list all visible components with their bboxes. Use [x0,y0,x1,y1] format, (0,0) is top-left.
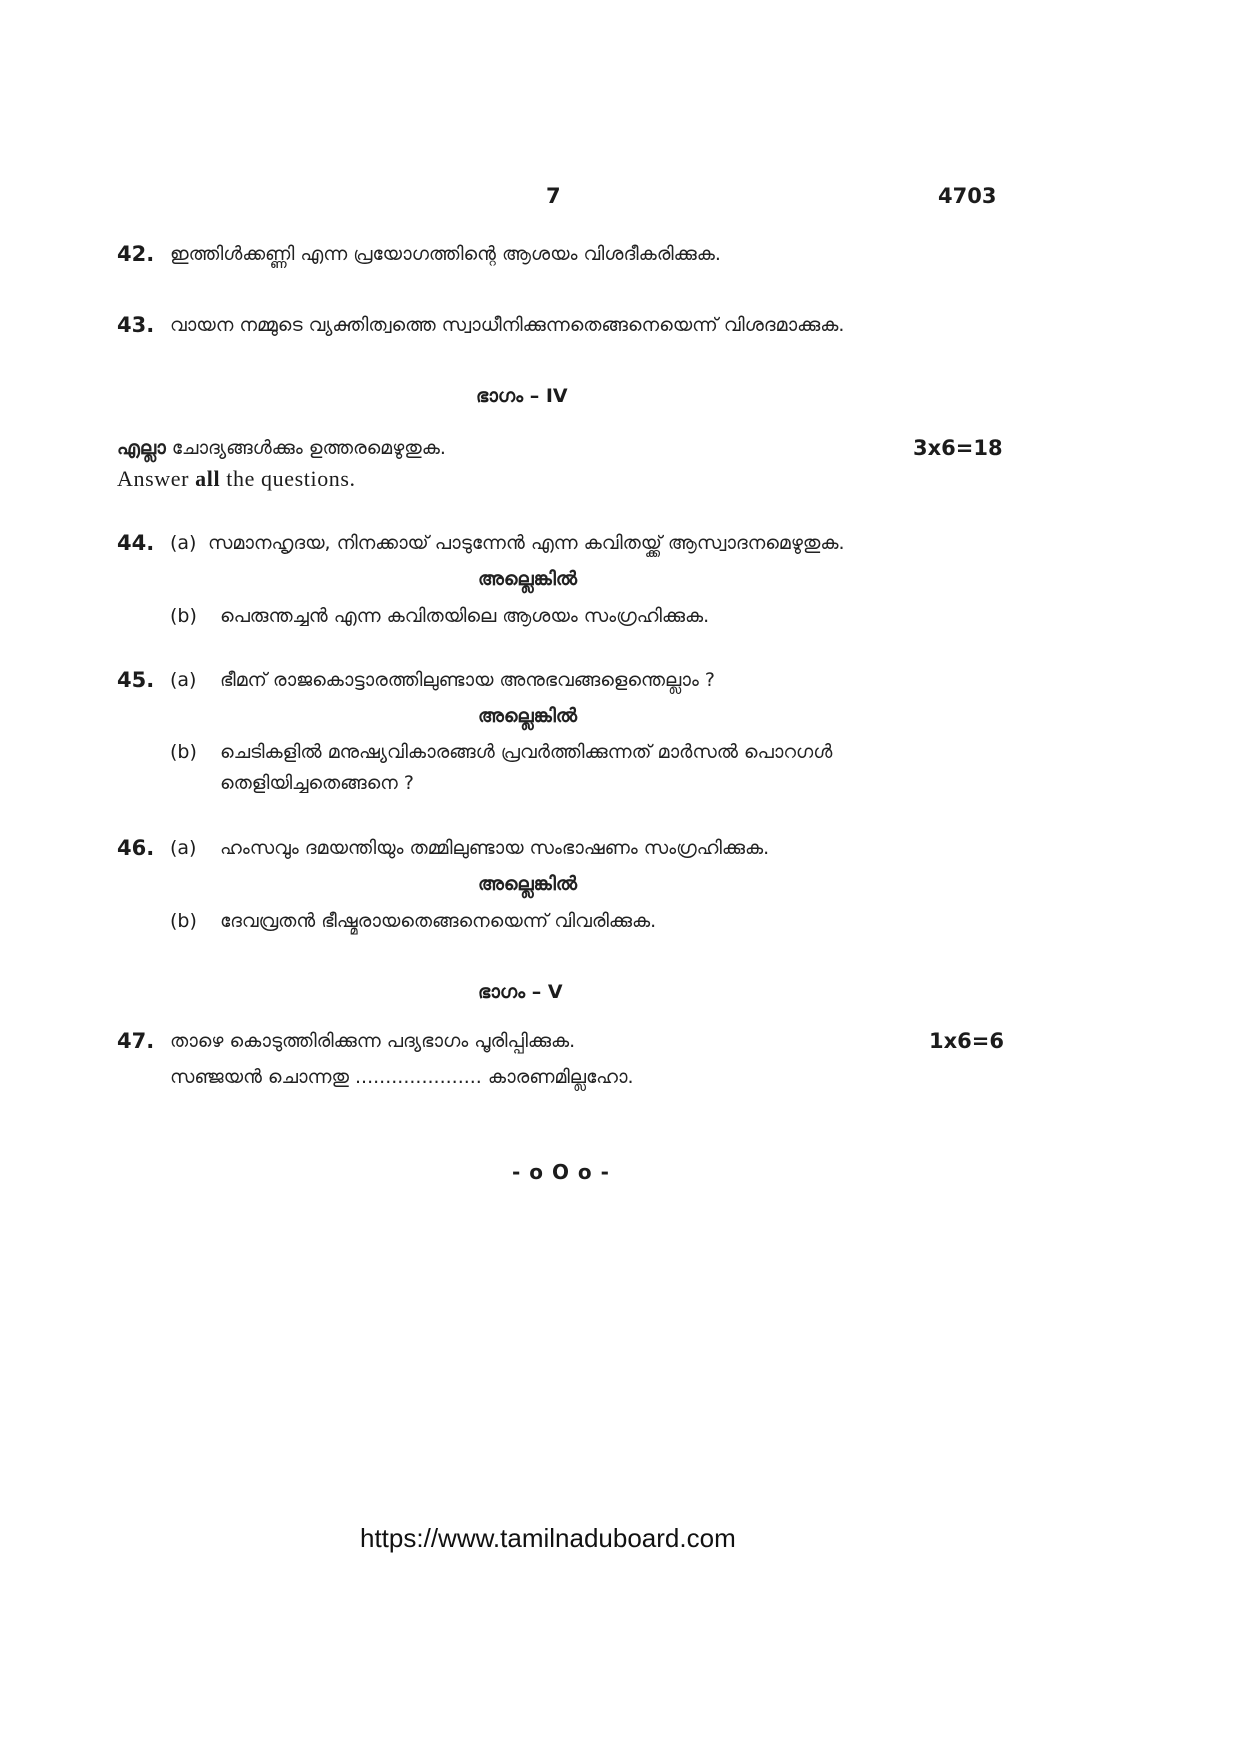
instruction-en-post: the questions. [220,466,356,491]
question-text-43: വായന നമ്മുടെ വ്യക്തിത്വത്തെ സ്വാധീനിക്കുന്നതെങ്ങനെയെന്ന് വിശദമാക്കുക. [170,314,845,336]
page-number: 7 [546,184,561,208]
section-iv-instruction-en [117,466,356,492]
q44-b-label: (b) [170,605,197,627]
q45-b-label: (b) [170,741,197,763]
question-text-47: താഴെ കൊടുത്തിരിക്കുന്ന പദ്യഭാഗം പൂരിപ്പിക്കുക. [170,1030,576,1052]
instruction-en-pre: Answer [117,466,196,491]
q46-b-label: (b) [170,910,197,932]
question-number-42: 42. [117,242,155,266]
question-number-43: 43. [117,313,155,337]
question-number-45: 45. [117,668,155,692]
q45-b-text-line1: ചെടികളിൽ മനുഷ്യവികാരങ്ങൾ പ്രവർത്തിക്കുന്നത് മാർസൽ പൊറഗൾ [220,741,833,763]
q45-b-text-line2: തെളിയിച്ചതെങ്ങനെ ? [220,772,414,794]
instruction-ml-rest: ചോദ്യങ്ങൾക്കും ഉത്തരമെഴുതുക. [165,437,446,459]
instruction-ml-emphasis: എല്ലാ [117,437,166,459]
section-v-heading: ഭാഗം – V [478,981,563,1003]
section-iv-marks: 3x6=18 [913,436,1003,460]
section-iv-instruction-ml [117,437,446,459]
section-v-marks: 1x6=6 [929,1029,1004,1053]
q45-a-text: ഭീമന് രാജകൊട്ടാരത്തിലുണ്ടായ അനുഭവങ്ങളെന്തെല്ലാം ? [220,669,715,691]
question-text-42: ഇത്തിൾക്കണ്ണി എന്ന പ്രയോഗത്തിന്റെ ആശയം വിശദീകരിക്കുക. [170,243,721,265]
q44-b-text: പെരുന്തച്ചൻ എന്ന കവിതയിലെ ആശയം സംഗ്രഹിക്കുക. [220,605,710,627]
instruction-en-bold: all [195,466,221,491]
q46-a-text: ഹംസവും ദമയന്തിയും തമ്മിലുണ്ടായ സംഭാഷണം സംഗ്രഹിക്കുക. [220,837,770,859]
q45-or: അല്ലെങ്കിൽ [478,705,578,727]
q46-or: അല്ലെങ്കിൽ [478,873,578,895]
question-number-46: 46. [117,836,155,860]
end-of-paper-mark: - o O o - [512,1160,610,1184]
q44-a-label: (a) [170,532,197,554]
q44-a-text: സമാനഹൃദയ, നിനക്കായ് പാടുന്നേൻ എന്ന കവിതയ്ക്ക് ആസ്വാദനമെഴുതുക. [208,532,845,554]
question-47-line: സഞ്ജയൻ ചൊന്നതു ..................... കാരണമില്ലഹോ. [170,1066,634,1088]
footer-url[interactable]: https://www.tamilnaduboard.com [360,1523,736,1553]
q46-a-label: (a) [170,837,197,859]
q44-or: അല്ലെങ്കിൽ [478,568,578,590]
question-number-44: 44. [117,531,155,555]
paper-code: 4703 [938,184,997,208]
q45-a-label: (a) [170,669,197,691]
q46-b-text: ദേവവ്രതൻ ഭീഷ്മരായതെങ്ങനെയെന്ന് വിവരിക്കുക. [220,910,657,932]
question-number-47: 47. [117,1029,155,1053]
section-iv-heading: ഭാഗം – IV [476,385,568,407]
